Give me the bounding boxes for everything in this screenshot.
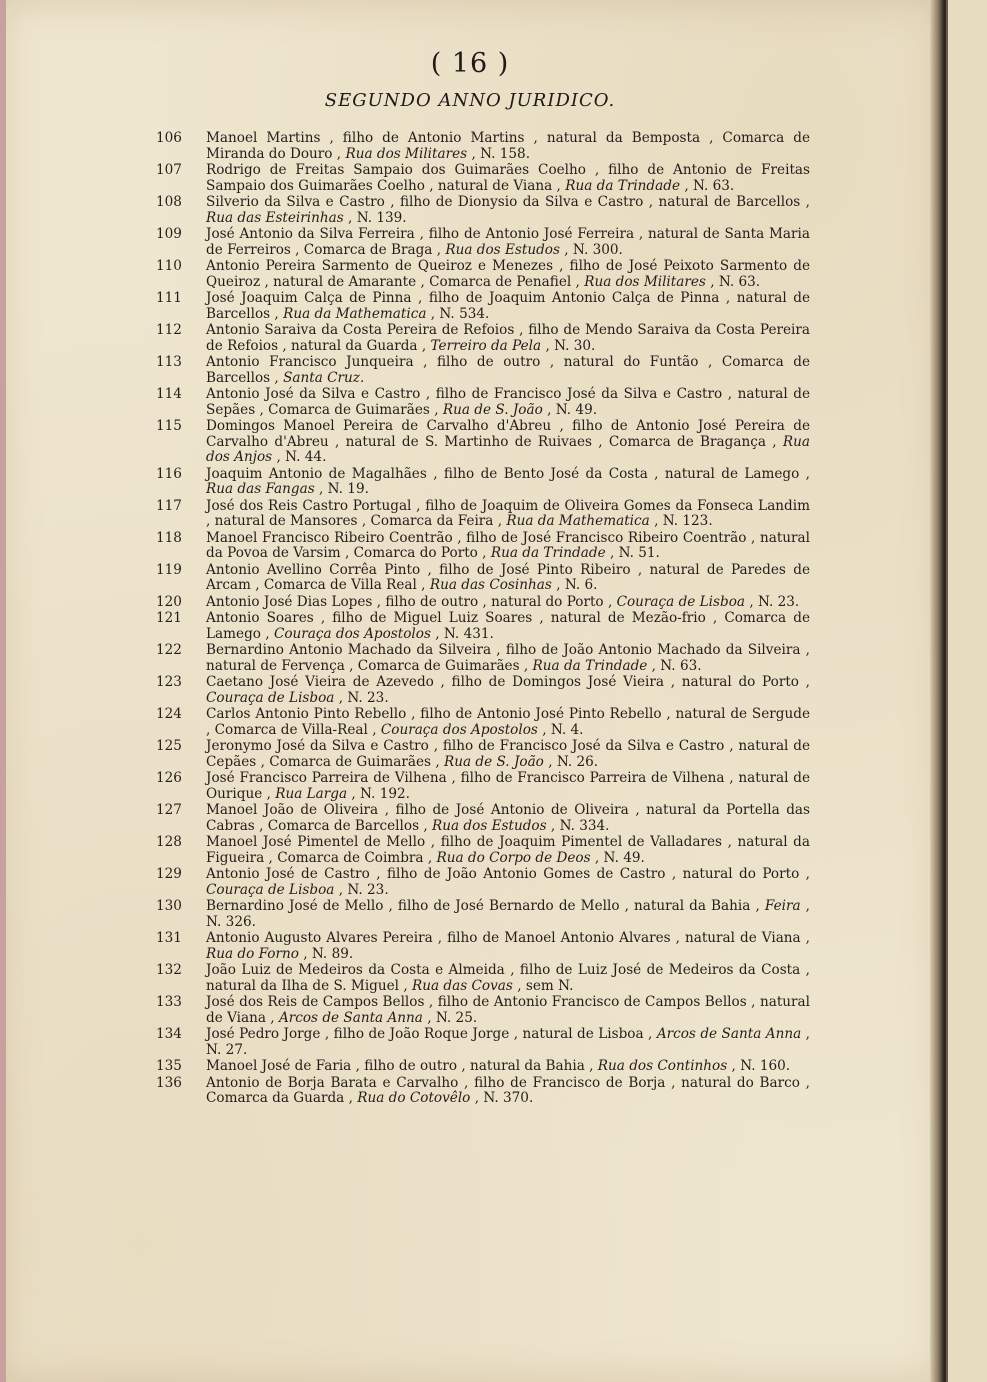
- entry-number: 127: [156, 802, 182, 818]
- list-item: [150, 163, 810, 194]
- entry-number: 123: [156, 674, 182, 690]
- entry-description: José dos Reis Castro Portugal , filho de Joaquim de Oliveira Gomes da Fonseca Landim , natural de Mansores , Comarca da Feira ,: [206, 497, 810, 529]
- entry-text: [206, 387, 810, 418]
- entry-house-number: , N. 370.: [474, 1090, 534, 1106]
- list-item: [150, 387, 810, 418]
- entry-street: Rua do Corpo de Deos: [436, 849, 591, 866]
- entry-house-number: , N. 160.: [731, 1058, 791, 1074]
- entry-description: José Francisco Parreira de Vilhena , filho de Francisco Parreira de Vilhena , natural de Ourique ,: [206, 770, 810, 802]
- entry-text: [206, 995, 810, 1026]
- entry-street: Rua da Mathematica: [283, 305, 427, 322]
- entry-text: [206, 1059, 810, 1075]
- entry-text: [206, 1027, 810, 1058]
- entry-house-number: , N. 27.: [206, 1026, 810, 1058]
- entry-description: Antonio Francisco Junqueira , filho de outro , natural do Funtão , Comarca de Barcellos ,: [206, 354, 810, 386]
- page-number: ( 16 ): [430, 48, 510, 79]
- list-item: [150, 195, 810, 226]
- entry-description: Antonio Soares , filho de Miguel Luiz Soares , natural de Mezão-frio , Comarca de Lamego ,: [206, 610, 810, 642]
- entry-description: Manoel José Pimentel de Mello , filho de Joaquim Pimentel de Valladares , natural da Figueira , Comarca de Coimbra ,: [206, 834, 810, 866]
- entry-house-number: , N. 334.: [550, 817, 610, 834]
- list-item: [150, 643, 810, 674]
- entry-number: 114: [156, 386, 182, 402]
- entry-list: [150, 131, 810, 1108]
- entry-street: Rua dos Militares: [345, 145, 468, 162]
- entry-description: Manoel Francisco Ribeiro Coentrão , filho de José Francisco Ribeiro Coentrão , natural da Povoa de Varsim , Comarca do Porto ,: [206, 529, 810, 561]
- entry-house-number: , N. 23.: [749, 593, 800, 610]
- entry-street: Couraça dos Apostolos: [273, 625, 431, 642]
- entry-text: [206, 803, 810, 834]
- entry-street: Rua dos Continhos: [597, 1058, 728, 1074]
- entry-street: Rua das Cosinhas: [429, 577, 552, 593]
- entry-street: Rua dos Anjos: [206, 433, 810, 465]
- entry-number: 130: [156, 898, 182, 914]
- entry-house-number: , sem N.: [517, 977, 574, 994]
- entry-text: [206, 419, 810, 466]
- entry-description: Antonio Saraiva da Costa Pereira de Refoios , filho de Mendo Saraiva da Costa Pereira de Refoios , natural da Guarda ,: [206, 322, 810, 354]
- entry-street: Rua das Fangas: [206, 481, 315, 497]
- entry-text: [206, 771, 810, 802]
- book-gutter: [930, 0, 944, 1382]
- entry-text: [206, 931, 810, 962]
- list-item: [150, 899, 810, 930]
- entry-house-number: , N. 192.: [351, 785, 410, 802]
- list-item: [150, 995, 810, 1026]
- entry-street: Rua da Trindade: [565, 177, 680, 194]
- entry-number: 108: [156, 194, 182, 210]
- entry-text: [206, 899, 810, 930]
- section-title: SEGUNDO ANNO JURIDICO.: [324, 90, 616, 111]
- entry-house-number: , N. 51.: [609, 545, 660, 561]
- entry-street: Rua Larga: [275, 785, 348, 802]
- entry-text: [206, 563, 810, 594]
- entry-number: 110: [156, 258, 182, 274]
- entry-description: Antonio Avellino Corrêa Pinto , filho de José Pinto Ribeiro , natural de Paredes de Arcam , Comarca de Villa Real ,: [206, 561, 810, 593]
- entry-number: 132: [156, 962, 182, 978]
- entry-house-number: , N. 534.: [430, 305, 490, 322]
- entry-number: 106: [156, 130, 182, 146]
- list-item: [150, 771, 810, 802]
- entry-street: Feira: [764, 898, 801, 914]
- entry-street: Rua das Esteirinhas: [206, 209, 344, 226]
- entry-description: José dos Reis de Campos Bellos , filho de Antonio Francisco de Campos Bellos , natural de Viana ,: [206, 994, 810, 1026]
- entry-number: 136: [156, 1074, 182, 1091]
- list-item: [150, 707, 810, 738]
- list-item: [150, 803, 810, 834]
- entry-house-number: , N. 63.: [651, 657, 702, 674]
- entry-text: [206, 675, 810, 706]
- entry-description: Bernardino Antonio Machado da Silveira , filho de João Antonio Machado da Silveira , natural de Fervença , Comarca de Guimarães ,: [206, 642, 810, 674]
- entry-number: 117: [156, 497, 182, 514]
- entry-text: [206, 323, 810, 354]
- entry-house-number: , N. 326.: [206, 898, 810, 930]
- entry-text: [206, 131, 810, 162]
- entry-street: Rua de S. João: [443, 753, 544, 770]
- entry-description: Joaquim Antonio de Magalhães , filho de Bento José da Costa , natural de Lamego ,: [206, 465, 810, 482]
- list-item: [150, 563, 810, 594]
- entry-description: Rodrigo de Freitas Sampaio dos Guimarães Coelho , filho de Antonio de Freitas Sampaio dos Guimarães Coelho , natural de Viana ,: [206, 162, 810, 194]
- list-item: [150, 531, 810, 562]
- adjacent-page-edge: [946, 0, 987, 1382]
- entry-text: [206, 163, 810, 194]
- entry-house-number: , N. 19.: [319, 481, 369, 497]
- entry-text: [206, 531, 810, 562]
- entry-number: 133: [156, 994, 182, 1010]
- page-edge-stain: [0, 0, 6, 1382]
- entry-description: Bernardino José de Mello , filho de José Bernardo de Mello , natural da Bahia ,: [206, 898, 760, 914]
- entry-street: Rua do Cotovêlo: [357, 1090, 471, 1106]
- list-item: [150, 227, 810, 258]
- entry-text: [206, 963, 810, 994]
- entry-street: Rua da Mathematica: [506, 513, 650, 529]
- entry-house-number: , N. 63.: [710, 273, 761, 290]
- entry-text: [206, 259, 810, 290]
- entry-house-number: , N. 25.: [427, 1009, 478, 1026]
- list-item: [150, 835, 810, 866]
- entry-number: 118: [156, 529, 182, 546]
- entry-text: [206, 227, 810, 258]
- entry-number: 113: [156, 354, 182, 370]
- entry-street: Rua da Trindade: [532, 657, 648, 674]
- entry-text: [206, 467, 810, 498]
- entry-house-number: , N. 26.: [548, 753, 599, 770]
- entry-description: Jeronymo José da Silva e Castro , filho de Francisco José da Silva e Castro , natural de Cepães , Comarca de Guimarães ,: [206, 738, 810, 770]
- entry-description: Domingos Manoel Pereira de Carvalho d'Abreu , filho de Antonio José Pereira de Carvalho d'Abreu , natural de S. Martinho de Ruivaes , Comarca de Bragança ,: [206, 418, 810, 450]
- list-item: [150, 467, 810, 498]
- entry-number: 107: [156, 162, 182, 178]
- list-item: [150, 611, 810, 642]
- entry-text: [206, 355, 810, 386]
- entry-number: 126: [156, 770, 182, 786]
- entry-street: Rua dos Estudos: [445, 241, 560, 258]
- entry-description: Antonio José da Silva e Castro , filho de Francisco José da Silva e Castro , natural de Sepães , Comarca de Guimarães ,: [206, 386, 810, 418]
- entry-house-number: , N. 4.: [542, 721, 584, 738]
- entry-street: Terreiro da Pela: [430, 337, 542, 354]
- entry-description: Antonio Pereira Sarmento de Queiroz e Menezes , filho de José Peixoto Sarmento de Queiroz , natural de Amarante , Comarca de Penafiel ,: [206, 258, 810, 290]
- entry-house-number: , N. 300.: [564, 241, 623, 258]
- entry-description: Silverio da Silva e Castro , filho de Dionysio da Silva e Castro , natural de Barcellos ,: [206, 194, 810, 210]
- list-item: [150, 1059, 810, 1075]
- entry-street: Rua de S. João: [442, 401, 543, 418]
- list-item: [150, 739, 810, 770]
- entry-number: 124: [156, 706, 182, 722]
- list-item: [150, 1027, 810, 1058]
- entry-street: Arcos de Santa Anna: [656, 1026, 802, 1042]
- entry-street: Arcos de Santa Anna: [278, 1009, 423, 1026]
- entry-house-number: , N. 158.: [471, 145, 531, 162]
- entry-number: 129: [156, 866, 182, 882]
- list-item: [150, 931, 810, 962]
- entry-house-number: , N. 6.: [556, 577, 598, 593]
- entry-description: Manoel João de Oliveira , filho de José Antonio de Oliveira , natural da Portella das Cabras , Comarca de Barcellos ,: [206, 802, 810, 834]
- entry-number: 112: [156, 322, 182, 338]
- list-item: [150, 131, 810, 162]
- list-item: [150, 419, 810, 466]
- entry-description: José Pedro Jorge , filho de João Roque Jorge , natural de Lisboa ,: [206, 1026, 653, 1042]
- entry-number: 128: [156, 834, 182, 850]
- list-item: [150, 867, 810, 898]
- entry-house-number: , N. 139.: [348, 209, 407, 226]
- entry-description: Caetano José Vieira de Azevedo , filho de Domingos José Vieira , natural do Porto ,: [206, 674, 810, 690]
- entry-street: Santa Cruz.: [283, 369, 365, 386]
- entry-description: Manoel Martins , filho de Antonio Martins , natural da Bemposta , Comarca de Miranda do Douro ,: [206, 130, 810, 162]
- entry-number: 134: [156, 1026, 182, 1042]
- entry-description: Carlos Antonio Pinto Rebello , filho de Antonio José Pinto Rebello , natural de Sergude , Comarca de Villa-Real ,: [206, 706, 810, 738]
- list-item: [150, 963, 810, 994]
- entry-house-number: , N. 49.: [547, 401, 598, 418]
- entry-house-number: , N. 431.: [435, 625, 494, 642]
- entry-street: Rua dos Militares: [584, 273, 706, 290]
- entry-house-number: , N. 49.: [594, 849, 645, 866]
- list-item: [150, 355, 810, 386]
- list-item: [150, 675, 810, 706]
- list-item: [150, 259, 810, 290]
- entry-street: Couraça de Lisboa: [206, 881, 335, 898]
- entry-description: Antonio Augusto Alvares Pereira , filho de Manoel Antonio Alvares , natural de Viana ,: [206, 930, 810, 946]
- entry-street: Couraça de Lisboa: [206, 689, 335, 706]
- entry-street: Rua do Forno: [206, 945, 299, 962]
- entry-number: 122: [156, 642, 182, 658]
- entry-description: Antonio José Dias Lopes , filho de outro , natural do Porto ,: [206, 593, 613, 610]
- entry-house-number: , N. 23.: [338, 689, 389, 706]
- entry-text: [206, 595, 810, 611]
- entry-street: Rua da Trindade: [490, 545, 606, 561]
- entry-description: Antonio José de Castro , filho de João Antonio Gomes de Castro , natural do Porto ,: [206, 866, 810, 882]
- entry-number: 131: [156, 930, 182, 946]
- entry-description: João Luiz de Medeiros da Costa e Almeida , filho de Luiz José de Medeiros da Costa , natural da Ilha de S. Miguel ,: [206, 962, 810, 994]
- entry-house-number: , N. 23.: [338, 881, 389, 898]
- entry-text: [206, 291, 810, 322]
- entry-number: 119: [156, 561, 182, 578]
- entry-number: 135: [156, 1058, 182, 1074]
- entry-number: 121: [156, 610, 182, 626]
- entry-street: Couraça de Lisboa: [616, 593, 745, 610]
- entry-text: [206, 611, 810, 642]
- entry-text: [206, 195, 810, 226]
- entry-street: Couraça dos Apostolos: [380, 721, 538, 738]
- entry-text: [206, 739, 810, 770]
- entry-text: [206, 867, 810, 898]
- entry-description: José Joaquim Calça de Pinna , filho de Joaquim Antonio Calça de Pinna , natural de Barcellos ,: [206, 290, 810, 322]
- list-item: [150, 291, 810, 322]
- entry-text: [206, 643, 810, 674]
- entry-number: 125: [156, 738, 182, 754]
- entry-house-number: , N. 123.: [654, 513, 713, 529]
- entry-number: 120: [156, 593, 182, 610]
- entry-number: 116: [156, 465, 182, 482]
- list-item: [150, 595, 810, 611]
- entry-street: Rua das Covas: [412, 977, 513, 994]
- entry-house-number: , N. 44.: [276, 449, 327, 465]
- entry-text: [206, 707, 810, 738]
- list-item: [150, 323, 810, 354]
- entry-text: [206, 1076, 810, 1107]
- entry-text: [206, 835, 810, 866]
- entry-number: 109: [156, 226, 182, 242]
- list-item: [150, 1076, 810, 1107]
- entry-description: Antonio de Borja Barata e Carvalho , filho de Francisco de Borja , natural do Barco , Comarca da Guarda ,: [206, 1074, 810, 1106]
- list-item: [150, 499, 810, 530]
- entry-number: 115: [156, 418, 182, 434]
- entry-description: Manoel José de Faria , filho de outro , natural da Bahia ,: [206, 1058, 594, 1074]
- entry-house-number: , N. 30.: [545, 337, 596, 354]
- entry-street: Rua dos Estudos: [432, 817, 547, 834]
- entry-number: 111: [156, 290, 182, 306]
- entry-text: [206, 499, 810, 530]
- entry-description: José Antonio da Silva Ferreira , filho de Antonio José Ferreira , natural de Santa Maria de Ferreiros , Comarca de Braga ,: [206, 226, 810, 258]
- entry-house-number: , N. 89.: [303, 945, 354, 962]
- entry-house-number: , N. 63.: [684, 177, 735, 194]
